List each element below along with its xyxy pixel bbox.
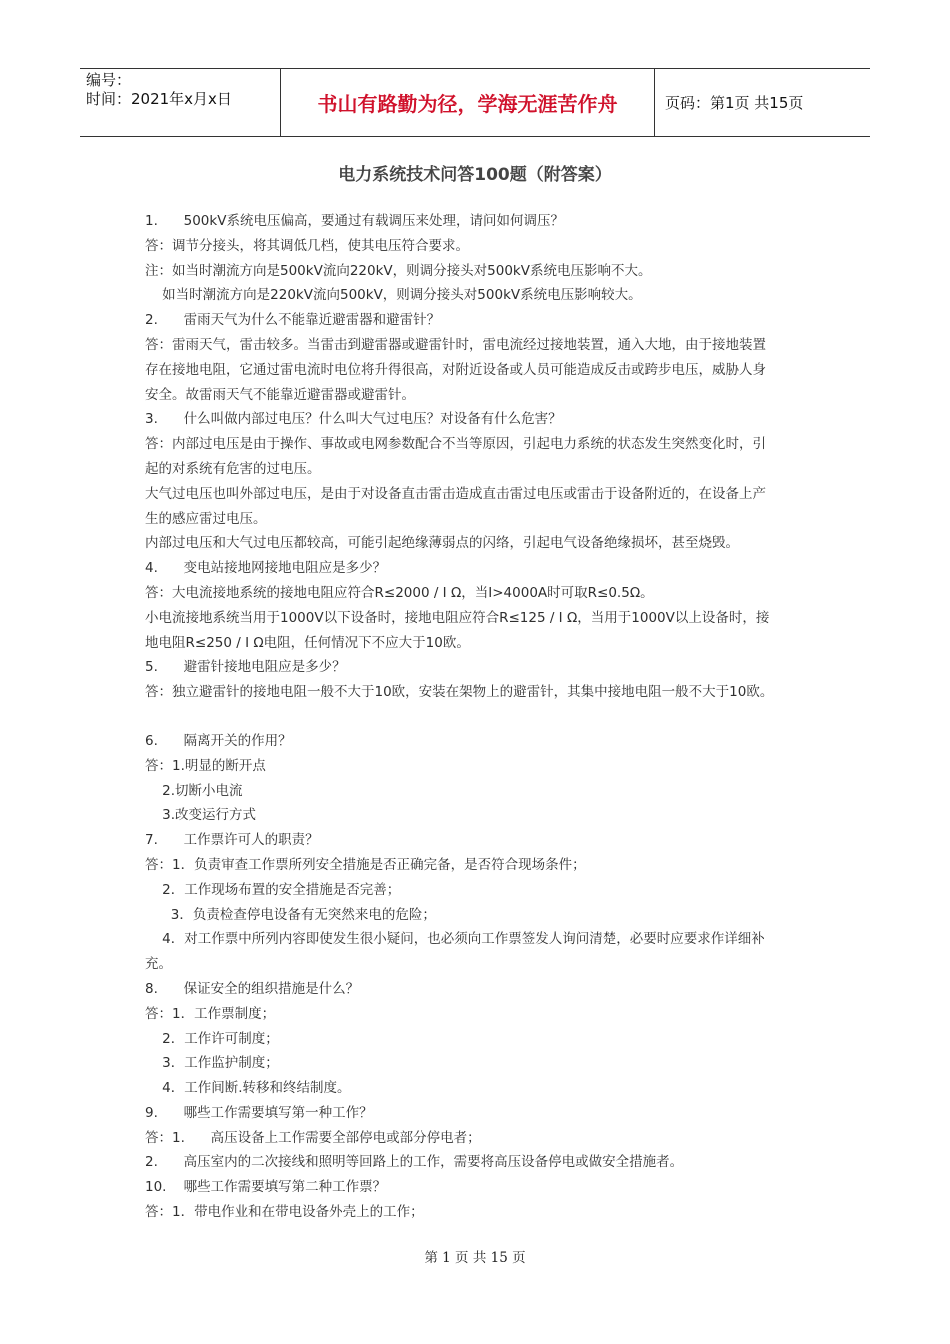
text-line: 1. 500kV系统电压偏高，要通过有载调压来处理，请问如何调压？ (145, 213, 564, 229)
text-line: 如当时潮流方向是220kV流向500kV，则调分接头对500kV系统电压影响较大。 (145, 287, 642, 304)
text-line: 答：独立避雷针的接地电阻一般不大于10欧，安装在架物上的避雷针，其集中接地电阻一般不大于10欧。 (145, 684, 774, 701)
document-body (145, 209, 825, 1225)
text-line: 2．工作许可制度； (145, 1030, 279, 1047)
text-line: 4．工作间断.转移和终结制度。 (145, 1080, 351, 1097)
text-line: 注：如当时潮流方向是500kV流向220kV，则调分接头对500kV系统电压影响不大。 (145, 262, 652, 279)
text-line: 答：调节分接头，将其调低几档，使其电压符合要求。 (145, 237, 469, 254)
text-line: 8. 保证安全的组织措施是什么？ (145, 980, 360, 997)
text-line: 安全。故雷雨天气不能靠近避雷器或避雷针。 (145, 386, 415, 403)
text-line: 内部过电压和大气过电压都较高，可能引起绝缘薄弱点的闪络，引起电气设备绝缘损坏，甚至烧毁。 (145, 535, 739, 552)
text-line: 2. 雷雨天气为什么不能靠近避雷器和避雷针？ (145, 312, 441, 329)
text-line: 2.切断小电流 (145, 782, 243, 799)
time-label: 时间：2021年x月x日 (86, 90, 232, 108)
text-line: 4. 变电站接地网接地电阻应是多少？ (145, 560, 387, 577)
text-line: 9. 哪些工作需要填写第一种工作？ (145, 1104, 373, 1121)
text-line: 存在接地电阻，它通过雷电流时电位将升得很高，对附近设备或人员可能造成反击或跨步电压，威胁人身 (145, 361, 766, 378)
text-line: 3．工作监护制度； (145, 1055, 279, 1072)
number-label: 编号： (86, 71, 132, 89)
text-line: 生的感应雷过电压。 (145, 510, 267, 527)
text-line: 答：大电流接地系统的接地电阻应符合R≤2000 / I Ω，当I>4000A时可取R≤0.5Ω。 (145, 584, 654, 601)
text-line: 4．对工作票中所列内容即使发生很小疑问，也必须向工作票签发人询问清楚，必要时应要求作详细补 (145, 931, 765, 948)
page-footer: 第 1 页 共 15 页 (424, 1250, 526, 1266)
text-line: 答：雷雨天气，雷击较多。当雷击到避雷器或避雷针时，雷电流经过接地装置，通入大地，由于接地装置 (145, 336, 766, 353)
qa-block-2 (145, 729, 825, 1225)
header-page-info: 页码：第1页 共15页 (665, 94, 804, 112)
text-line: 3．负责检查停电设备有无突然来电的危险； (145, 906, 436, 923)
text-line: 答：1．工作票制度； (145, 1005, 276, 1022)
text-line: 2．工作现场布置的安全措施是否完善； (145, 881, 401, 898)
text-line: 大气过电压也叫外部过电压，是由于对设备直击雷击造成直击雷过电压或雷击于设备附近的，在设备上产 (145, 485, 766, 502)
text-line: 答：1．负责审查工作票所列安全措施是否正确完备，是否符合现场条件； (145, 856, 586, 873)
text-line: 答：1. 高压设备上工作需要全部停电或部分停电者； (145, 1129, 481, 1146)
paragraph-gap (145, 705, 825, 729)
text-line: 7. 工作票许可人的职责？ (145, 832, 319, 849)
text-line: 2. 高压室内的二次接线和照明等回路上的工作，需要将高压设备停电或做安全措施者。 (145, 1154, 684, 1171)
text-line: 6. 隔离开关的作用？ (145, 732, 292, 749)
document-title: 电力系统技术问答100题（附答案） (338, 165, 612, 185)
text-line: 5. 避雷针接地电阻应是多少？ (145, 659, 346, 676)
text-line: 地电阻R≤250 / I Ω电阻，任何情况下不应大于10欧。 (145, 634, 470, 651)
header-meta (80, 69, 280, 136)
header-motto: 书山有路勤为径，学海无涯苦作舟 (280, 69, 655, 136)
text-line: 起的对系统有危害的过电压。 (145, 460, 321, 477)
text-line: 10. 哪些工作需要填写第二种工作票？ (145, 1179, 387, 1196)
text-line: 小电流接地系统当用于1000V以下设备时，接地电阻应符合R≤125 / I Ω，当用于1000V以上设备时，接 (145, 609, 770, 626)
text-line: 3. 什么叫做内部过电压？什么叫大气过电压？对设备有什么危害？ (145, 411, 562, 428)
text-line: 3.改变运行方式 (145, 807, 257, 824)
text-line: 答：1．带电作业和在带电设备外壳上的工作； (145, 1204, 424, 1221)
text-line: 答：内部过电压是由于操作、事故或电网参数配合不当等原因，引起电力系统的状态发生突然变化时，引 (145, 436, 766, 453)
document-header (80, 68, 870, 137)
qa-block-1 (145, 209, 825, 705)
text-line: 答：1.明显的断开点 (145, 757, 266, 774)
text-line: 充。 (145, 956, 172, 973)
